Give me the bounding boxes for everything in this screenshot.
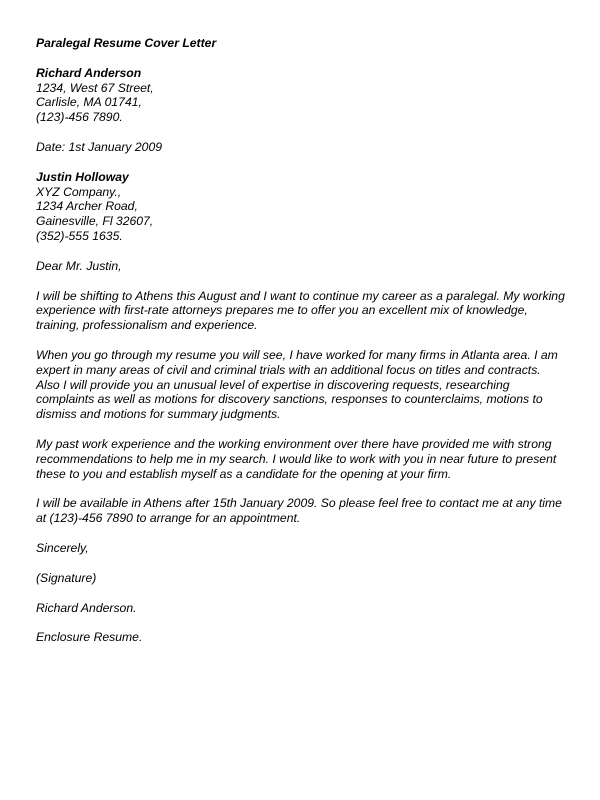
paragraph-line: at (123)-456 7890 to arrange for an appointment.: [36, 511, 301, 526]
paragraph-line: these to you and establish myself as a candidate for the opening at your firm.: [36, 466, 452, 481]
sender-block: [36, 66, 566, 125]
paragraph-line: training, professionalism and experience.: [36, 318, 258, 333]
sender-phone: (123)-456 7890.: [36, 110, 123, 125]
paragraph-line: expert in many areas of civil and criminal trials with an additional focus on titles and contracts.: [36, 362, 541, 377]
paragraph-line: experience with first-rate attorneys prepares me to offer you an excellent mix of knowledge,: [36, 303, 528, 318]
enclosure-note: Enclosure Resume.: [36, 630, 143, 645]
recipient-name: Justin Holloway: [36, 169, 129, 184]
body-paragraph-3: [36, 437, 566, 481]
recipient-address-line: Gainesville, Fl 32607,: [36, 214, 154, 229]
document-title: Paralegal Resume Cover Letter: [36, 36, 217, 50]
body-paragraph-1: [36, 289, 566, 333]
paragraph-line: complaints as well as motions for discovery sanctions, responses to counterclaims, motions to: [36, 392, 543, 407]
closing-block: [36, 541, 566, 556]
paragraph-line: When you go through my resume you will see, I have worked for many firms in Atlanta area. I am: [36, 347, 558, 362]
sender-name: Richard Anderson: [36, 65, 142, 80]
paragraph-line: Also I will provide you an unusual level of expertise in discovering requests, researching: [36, 377, 510, 392]
recipient-block: [36, 170, 566, 244]
paragraph-line: dismiss and motions for summary judgments.: [36, 407, 281, 422]
signer-block: [36, 601, 566, 616]
enclosure-block: [36, 630, 566, 645]
signer-name: Richard Anderson.: [36, 600, 137, 615]
paragraph-line: My past work experience and the working environment over there have provided me with strong: [36, 436, 552, 451]
sender-address-line: 1234, West 67 Street,: [36, 80, 154, 95]
paragraph-line: recommendations to help me in my search. I would like to work with you in near future to present: [36, 451, 557, 466]
body-paragraph-4: [36, 496, 566, 526]
closing: Sincerely,: [36, 540, 89, 555]
sender-address-line: Carlisle, MA 01741,: [36, 95, 142, 110]
signature: (Signature): [36, 570, 97, 585]
letter-date: Date: 1st January 2009: [36, 139, 163, 154]
signature-block: [36, 571, 566, 586]
recipient-phone: (352)-555 1635.: [36, 228, 123, 243]
salutation: Dear Mr. Justin,: [36, 258, 122, 273]
recipient-address-line: 1234 Archer Road,: [36, 199, 138, 214]
recipient-company: XYZ Company.,: [36, 184, 122, 199]
paragraph-line: I will be shifting to Athens this August and I want to continue my career as a paralegal. My working: [36, 288, 565, 303]
salutation-block: [36, 259, 566, 274]
paragraph-line: I will be available in Athens after 15th January 2009. So please feel free to contact me at any time: [36, 496, 562, 511]
date-block: [36, 140, 566, 155]
letter-page: [36, 36, 566, 660]
body-paragraph-2: [36, 348, 566, 422]
